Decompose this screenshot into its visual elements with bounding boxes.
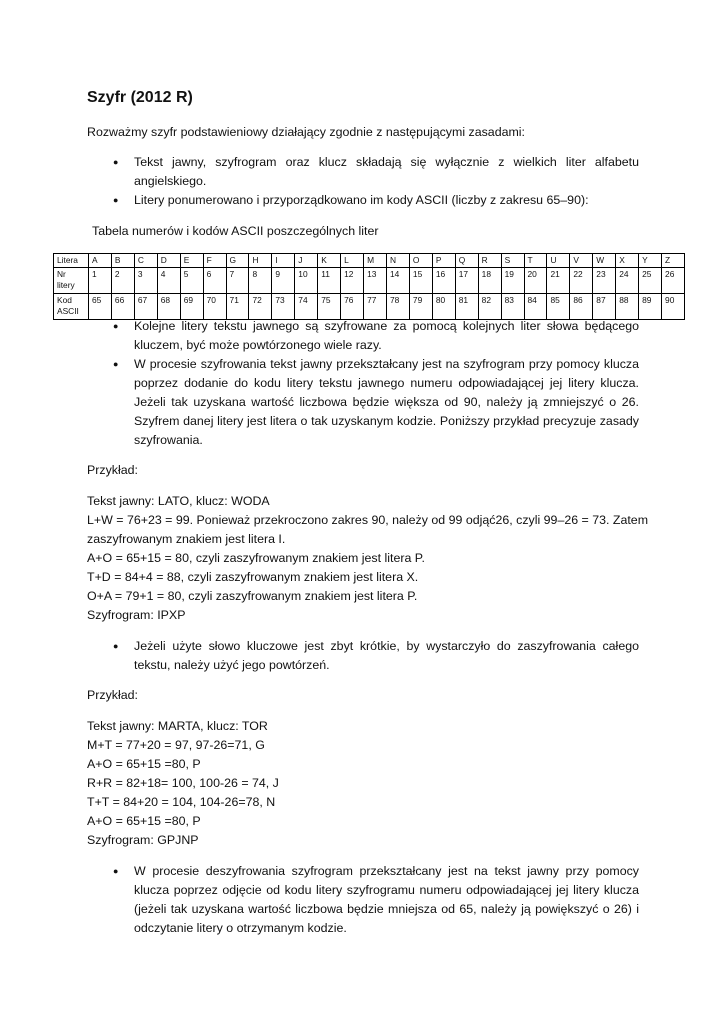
table-cell-letter: G: [226, 254, 249, 268]
table-cell-code: 74: [295, 294, 318, 320]
table-cell-code: 87: [593, 294, 616, 320]
example-line: L+W = 76+23 = 99. Ponieważ przekroczono zakres 90, należy od 99 odjąć26, czyli 99–26 = 73. Zatem: [87, 513, 649, 527]
example-line: T+T = 84+20 = 104, 104-26=78, N: [87, 795, 276, 809]
table-cell-letter: J: [295, 254, 318, 268]
example-label: Przykład:: [87, 463, 138, 477]
table-cell-code: 66: [111, 294, 134, 320]
table-cell-code: 80: [432, 294, 455, 320]
table-cell-number: 19: [501, 268, 524, 294]
bullet-dot-icon: ●: [113, 359, 119, 369]
table-caption: Tabela numerów i kodów ASCII poszczególnych liter: [92, 224, 379, 238]
bullet-text: Kolejne litery tekstu jawnego są szyfrowane za pomocą kolejnych liter słowa będącego kluczem, być może powtórzonego wiele razy.: [134, 319, 639, 352]
table-cell-letter: C: [134, 254, 157, 268]
example-line: A+O = 65+15 = 80, czyli zaszyfrowanym znakiem jest litera P.: [87, 551, 425, 565]
table-cell-number: 23: [593, 268, 616, 294]
table-cell-number: 9: [272, 268, 295, 294]
table-cell-letter: B: [111, 254, 134, 268]
bullet-item: [87, 862, 639, 938]
table-cell-number: 6: [203, 268, 226, 294]
bullet-dot-icon: ●: [113, 195, 119, 205]
table-cell-letter: R: [478, 254, 501, 268]
table-cell-number: 4: [157, 268, 180, 294]
table-cell-number: 8: [249, 268, 272, 294]
table-cell-letter: L: [341, 254, 364, 268]
table-cell-code: 90: [662, 294, 685, 320]
intro-text: Rozważmy szyfr podstawieniowy działający zgodnie z następującymi zasadami:: [87, 125, 525, 139]
table-cell-number: 14: [386, 268, 409, 294]
table-row-letters: [54, 254, 685, 268]
bullet-item: [87, 153, 639, 191]
table-cell-code: 81: [455, 294, 478, 320]
example-label: Przykład:: [87, 688, 138, 702]
example-line: Tekst jawny: LATO, klucz: WODA: [87, 494, 270, 508]
bullet-text: Litery ponumerowano i przyporządkowano im kody ASCII (liczby z zakresu 65–90):: [134, 193, 589, 207]
example-line: A+O = 65+15 =80, P: [87, 814, 201, 828]
table-cell-code: 73: [272, 294, 295, 320]
bullet-item: [87, 637, 639, 675]
bullet-text: W procesie deszyfrowania szyfrogram przekształcany jest na tekst jawny przy pomocy klucza poprzez odjęcie od kodu litery szyfrogramu numeru odpowiadającej jej litery klucza (jeżeli tak uzyskana wartość liczbowa będzie mniejsza od 65, należy ją powiększyć o 26) i odczytanie litery o otrzymanym kodzie.: [134, 864, 639, 935]
table-cell-letter: P: [432, 254, 455, 268]
bullet-item: [87, 355, 639, 450]
table-cell-number: 11: [318, 268, 341, 294]
table-cell-letter: Y: [639, 254, 662, 268]
example-line: zaszyfrowanym znakiem jest litera I.: [87, 532, 286, 546]
table-cell-letter: H: [249, 254, 272, 268]
table-cell-number: 16: [432, 268, 455, 294]
example-line: Tekst jawny: MARTA, klucz: TOR: [87, 719, 268, 733]
page-title: Szyfr (2012 R): [87, 89, 193, 106]
table-cell-letter: M: [364, 254, 387, 268]
row-label: Litera: [54, 254, 89, 268]
bullet-dot-icon: ●: [113, 321, 119, 331]
table-cell-letter: E: [180, 254, 203, 268]
row-label: Nr litery: [54, 268, 89, 294]
table-cell-number: 2: [111, 268, 134, 294]
table-cell-number: 17: [455, 268, 478, 294]
table-row-codes: [54, 294, 685, 320]
example-line: Szyfrogram: GPJNP: [87, 833, 199, 847]
ascii-table: [53, 253, 685, 320]
example-line: T+D = 84+4 = 88, czyli zaszyfrowanym znakiem jest litera X.: [87, 570, 419, 584]
table-cell-code: 84: [524, 294, 547, 320]
table-cell-letter: W: [593, 254, 616, 268]
example-line: O+A = 79+1 = 80, czyli zaszyfrowanym znakiem jest litera P.: [87, 589, 418, 603]
table-cell-code: 79: [409, 294, 432, 320]
table-cell-letter: Q: [455, 254, 478, 268]
table-cell-code: 78: [386, 294, 409, 320]
table-cell-number: 25: [639, 268, 662, 294]
table-cell-code: 75: [318, 294, 341, 320]
example-line: A+O = 65+15 =80, P: [87, 757, 201, 771]
table-cell-number: 12: [341, 268, 364, 294]
table-row-numbers: [54, 268, 685, 294]
table-cell-code: 67: [134, 294, 157, 320]
table-cell-number: 20: [524, 268, 547, 294]
table-cell-letter: K: [318, 254, 341, 268]
table-cell-code: 70: [203, 294, 226, 320]
bullet-text: W procesie szyfrowania tekst jawny przekształcany jest na szyfrogram przy pomocy klucza poprzez dodanie do kodu litery tekstu jawnego numeru odpowiadającej jej litery klucza. Jeżeli tak uzyskana wartość liczbowa będzie większa od 90, należy ją zmniejszyć o 26. Szyfrem danej litery jest litera o tak uzyskanym kodzie. Poniższy przykład precyzuje zasady szyfrowania.: [134, 357, 639, 447]
table-cell-code: 65: [89, 294, 112, 320]
bullet-item: [87, 317, 639, 355]
table-cell-code: 71: [226, 294, 249, 320]
table-cell-code: 82: [478, 294, 501, 320]
table-cell-code: 76: [341, 294, 364, 320]
table-cell-code: 86: [570, 294, 593, 320]
table-cell-number: 24: [616, 268, 639, 294]
table-cell-letter: I: [272, 254, 295, 268]
table-cell-letter: S: [501, 254, 524, 268]
example-line: R+R = 82+18= 100, 100-26 = 74, J: [87, 776, 279, 790]
table-cell-letter: X: [616, 254, 639, 268]
table-cell-letter: N: [386, 254, 409, 268]
table-cell-letter: Z: [662, 254, 685, 268]
table-cell-code: 69: [180, 294, 203, 320]
table-cell-letter: F: [203, 254, 226, 268]
table-cell-number: 21: [547, 268, 570, 294]
table-cell-number: 5: [180, 268, 203, 294]
table-cell-number: 26: [662, 268, 685, 294]
table-cell-code: 83: [501, 294, 524, 320]
bullet-text: Tekst jawny, szyfrogram oraz klucz składają się wyłącznie z wielkich liter alfabetu angielskiego.: [134, 155, 639, 188]
table-cell-number: 13: [364, 268, 387, 294]
table-cell-number: 7: [226, 268, 249, 294]
table-cell-code: 72: [249, 294, 272, 320]
table-cell-code: 68: [157, 294, 180, 320]
table-cell-code: 85: [547, 294, 570, 320]
table-cell-letter: A: [89, 254, 112, 268]
example-line: M+T = 77+20 = 97, 97-26=71, G: [87, 738, 265, 752]
table-cell-number: 18: [478, 268, 501, 294]
table-cell-letter: U: [547, 254, 570, 268]
table-cell-number: 3: [134, 268, 157, 294]
bullet-text: Jeżeli użyte słowo kluczowe jest zbyt krótkie, by wystarczyło do zaszyfrowania całego tekstu, należy użyć jego powtórzeń.: [134, 639, 639, 672]
table-cell-letter: T: [524, 254, 547, 268]
table-cell-letter: V: [570, 254, 593, 268]
table-cell-letter: D: [157, 254, 180, 268]
table-cell-letter: O: [409, 254, 432, 268]
table-cell-code: 77: [364, 294, 387, 320]
table-cell-number: 22: [570, 268, 593, 294]
row-label: Kod ASCII: [54, 294, 89, 320]
table-cell-number: 1: [89, 268, 112, 294]
table-cell-code: 88: [616, 294, 639, 320]
bullet-dot-icon: ●: [113, 866, 119, 876]
bullet-dot-icon: ●: [113, 157, 119, 167]
table-cell-number: 10: [295, 268, 318, 294]
bullet-dot-icon: ●: [113, 641, 119, 651]
table-cell-code: 89: [639, 294, 662, 320]
table-cell-number: 15: [409, 268, 432, 294]
example-line: Szyfrogram: IPXP: [87, 608, 186, 622]
bullet-item: [87, 191, 639, 210]
